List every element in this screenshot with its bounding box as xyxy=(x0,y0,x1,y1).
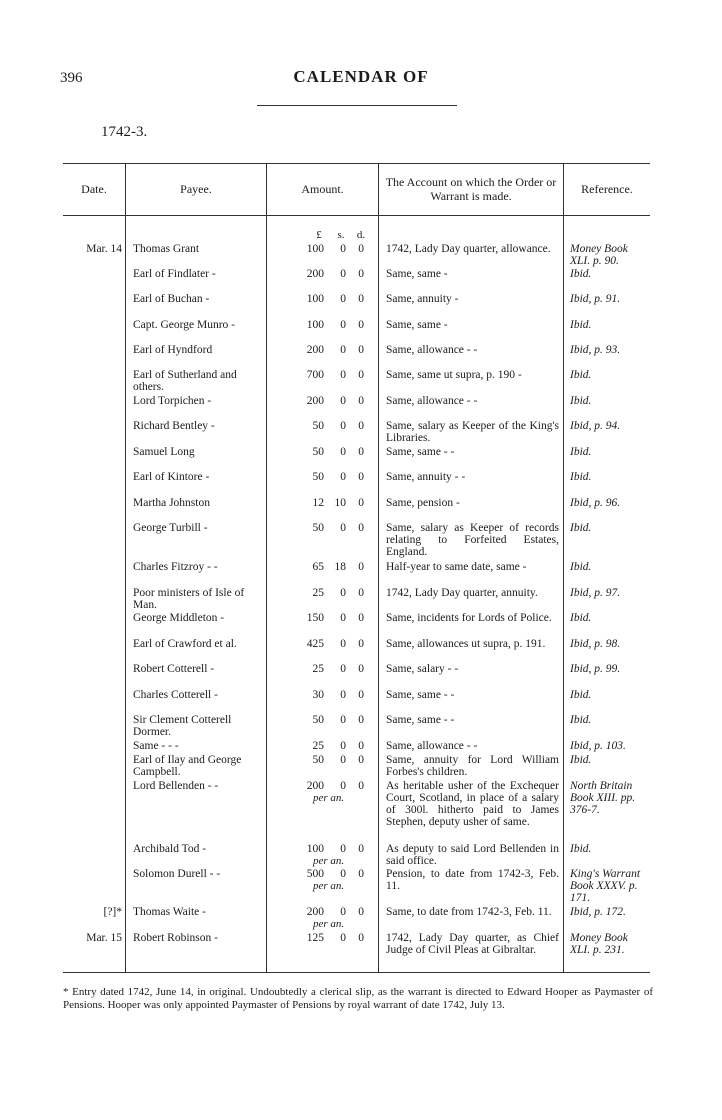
page-number: 396 xyxy=(60,70,83,86)
row-payee: Charles Fitzroy - - xyxy=(133,561,218,573)
table-row xyxy=(63,868,650,904)
row-reference: Money Book XLI. p. 231. xyxy=(570,932,628,956)
row-account: Pension, to date from 1742-3, Feb. 11. xyxy=(386,868,559,892)
shillings-label: s. xyxy=(337,229,345,241)
amount-pounds: 100 xyxy=(306,319,324,331)
footnote: * Entry dated 1742, June 14, in original. Undoubtedly a clerical slip, as the warrant is directed to Edward Hooper as Paymaster of Pensions. Hooper was only appointed Paymaster of Pensions by royal warrant of date 1742, July 13. xyxy=(63,986,653,1011)
row-payee: Solomon Durell - - xyxy=(133,868,221,880)
row-reference: Ibid. xyxy=(570,754,592,766)
amount-shillings: 0 xyxy=(340,587,346,599)
row-account: Same, same - xyxy=(386,319,448,331)
row-payee: Capt. George Munro - xyxy=(133,319,235,331)
pounds-label: £ xyxy=(316,229,322,241)
row-reference: Ibid, p. 96. xyxy=(570,497,621,509)
amount-pence: 0 xyxy=(358,446,364,458)
row-account: Same, allowance - - xyxy=(386,395,478,407)
amount-shillings: 0 xyxy=(340,319,346,331)
row-reference: Ibid. xyxy=(570,446,592,458)
row-date: Mar. 14 xyxy=(86,243,122,255)
amount-pounds: 25 xyxy=(312,587,324,599)
row-account: 1742, Lady Day quarter, allowance. xyxy=(386,243,551,255)
table-row xyxy=(63,369,650,395)
amount-pence: 0 xyxy=(358,497,364,509)
row-reference: Ibid. xyxy=(570,522,592,534)
table-row xyxy=(63,522,650,558)
row-account: As deputy to said Lord Bellenden in said office. xyxy=(386,843,559,867)
row-payee: Robert Robinson - xyxy=(133,932,218,944)
row-account: Same, same - - xyxy=(386,714,455,726)
amount-pounds: 50 xyxy=(312,471,324,483)
running-title: CALENDAR OF xyxy=(293,67,429,86)
table-row xyxy=(63,319,650,345)
row-reference: Ibid, p. 99. xyxy=(570,663,621,675)
row-payee: Earl of Sutherland and others. xyxy=(133,369,237,393)
amount-pounds: 25 xyxy=(312,663,324,675)
amount-pence: 0 xyxy=(358,369,364,381)
amount-shillings: 0 xyxy=(340,293,346,305)
amount-pence: 0 xyxy=(358,906,364,918)
amount-shillings: 0 xyxy=(340,522,346,534)
row-payee: Earl of Kintore - xyxy=(133,471,210,483)
row-reference: Ibid. xyxy=(570,843,592,855)
calendar-table xyxy=(63,163,650,975)
amount-pounds: 700 xyxy=(306,369,324,381)
row-reference: Ibid, p. 98. xyxy=(570,638,621,650)
amount-pence: 0 xyxy=(358,587,364,599)
row-reference: Ibid, p. 91. xyxy=(570,293,621,305)
table-rule-bottom xyxy=(63,972,650,973)
amount-pounds: 50 xyxy=(312,522,324,534)
amount-pence: 0 xyxy=(358,522,364,534)
row-payee: Thomas Waite - xyxy=(133,906,206,918)
amount-shillings: 0 xyxy=(340,369,346,381)
table-row xyxy=(63,497,650,523)
row-payee: Earl of Ilay and George Campbell. xyxy=(133,754,242,778)
table-row xyxy=(63,843,650,869)
column-header-account: The Account on which the Order or Warrant is made. xyxy=(385,175,557,203)
row-reference: Money Book XLI. p. 90. xyxy=(570,243,628,267)
row-account: Same, salary as Keeper of the King's Libraries. xyxy=(386,420,559,444)
table-row xyxy=(63,471,650,497)
row-reference: Ibid. xyxy=(570,561,592,573)
amount-pence: 0 xyxy=(358,243,364,255)
row-account: Same, same - xyxy=(386,268,448,280)
amount-pence: 0 xyxy=(358,868,364,880)
row-account: Same, same - - xyxy=(386,689,455,701)
row-payee: Lord Torpichen - xyxy=(133,395,212,407)
amount-pence: 0 xyxy=(358,344,364,356)
amount-pence: 0 xyxy=(358,420,364,432)
amount-pence: 0 xyxy=(358,689,364,701)
amount-shillings: 0 xyxy=(340,420,346,432)
amount-pence: 0 xyxy=(358,780,364,792)
column-header-payee: Payee. xyxy=(180,182,212,196)
amount-shillings: 0 xyxy=(340,843,346,855)
row-reference: Ibid, p. 172. xyxy=(570,906,626,918)
amount-pence: 0 xyxy=(358,561,364,573)
currency-header xyxy=(63,229,650,241)
amount-pence: 0 xyxy=(358,740,364,752)
row-payee: Martha Johnston xyxy=(133,497,210,509)
row-date: [?]* xyxy=(103,906,122,918)
row-payee: Earl of Buchan - xyxy=(133,293,210,305)
amount-shillings: 0 xyxy=(340,932,346,944)
amount-shillings: 10 xyxy=(334,497,346,509)
row-account: Same, pension - xyxy=(386,497,460,509)
amount-shillings: 0 xyxy=(340,740,346,752)
amount-pence: 0 xyxy=(358,319,364,331)
row-reference: King's Warrant Book XXXV. p. 171. xyxy=(570,868,641,904)
amount-shillings: 0 xyxy=(340,395,346,407)
row-reference: Ibid, p. 103. xyxy=(570,740,626,752)
row-reference: Ibid, p. 93. xyxy=(570,344,621,356)
amount-basis: per an. xyxy=(313,792,345,804)
row-account: Same, annuity - - xyxy=(386,471,466,483)
amount-pounds: 200 xyxy=(306,780,324,792)
row-payee: Poor ministers of Isle of Man. xyxy=(133,587,245,611)
amount-pence: 0 xyxy=(358,293,364,305)
amount-shillings: 0 xyxy=(340,612,346,624)
table-rule-header xyxy=(63,215,650,216)
row-payee: Charles Cotterell - xyxy=(133,689,218,701)
row-account: Same, allowance - - xyxy=(386,740,478,752)
table-row xyxy=(63,446,650,472)
row-account: Same, salary as Keeper of records relating to Forfeited Estates, England. xyxy=(386,522,559,558)
row-payee: George Turbill - xyxy=(133,522,208,534)
row-payee: George Middleton - xyxy=(133,612,225,624)
row-reference: Ibid. xyxy=(570,395,592,407)
amount-pence: 0 xyxy=(358,932,364,944)
row-account: Same, salary - - xyxy=(386,663,459,675)
row-reference: Ibid. xyxy=(570,714,592,726)
amount-shillings: 18 xyxy=(334,561,346,573)
row-account: 1742, Lady Day quarter, as Chief Judge of Civil Pleas at Gibraltar. xyxy=(386,932,559,956)
row-payee: Lord Bellenden - - xyxy=(133,780,219,792)
amount-pounds: 25 xyxy=(312,740,324,752)
amount-pounds: 50 xyxy=(312,754,324,766)
amount-pence: 0 xyxy=(358,843,364,855)
table-row xyxy=(63,268,650,294)
amount-shillings: 0 xyxy=(340,243,346,255)
table-row xyxy=(63,663,650,689)
amount-pence: 0 xyxy=(358,612,364,624)
row-reference: Ibid. xyxy=(570,369,592,381)
row-payee: Same - - - xyxy=(133,740,179,752)
amount-pounds: 200 xyxy=(306,344,324,356)
column-header-reference: Reference. xyxy=(581,182,633,196)
amount-pounds: 150 xyxy=(306,612,324,624)
table-row xyxy=(63,587,650,613)
amount-shillings: 0 xyxy=(340,868,346,880)
amount-shillings: 0 xyxy=(340,638,346,650)
amount-shillings: 0 xyxy=(340,446,346,458)
row-reference: Ibid. xyxy=(570,268,592,280)
amount-pounds: 100 xyxy=(306,843,324,855)
table-row xyxy=(63,906,650,932)
row-payee: Earl of Crawford et al. xyxy=(133,638,237,650)
row-reference: Ibid. xyxy=(570,319,592,331)
row-reference: Ibid, p. 97. xyxy=(570,587,621,599)
amount-basis: per an. xyxy=(313,855,345,867)
row-account: 1742, Lady Day quarter, annuity. xyxy=(386,587,538,599)
row-payee: Robert Cotterell - xyxy=(133,663,215,675)
amount-basis: per an. xyxy=(313,880,345,892)
row-account: As heritable usher of the Exchequer Court, Scotland, in place of a salary of 300l. hitherto paid to James Stephen, deputy usher of same. xyxy=(386,780,559,828)
row-account: Same, allowance - - xyxy=(386,344,478,356)
row-payee: Earl of Findlater - xyxy=(133,268,216,280)
row-reference: Ibid. xyxy=(570,471,592,483)
amount-shillings: 0 xyxy=(340,689,346,701)
table-row xyxy=(63,780,650,828)
amount-pence: 0 xyxy=(358,395,364,407)
amount-pounds: 500 xyxy=(306,868,324,880)
row-account: Same, same - - xyxy=(386,446,455,458)
row-reference: Ibid. xyxy=(570,612,592,624)
amount-pounds: 125 xyxy=(306,932,324,944)
table-row xyxy=(63,395,650,421)
amount-pounds: 100 xyxy=(306,243,324,255)
table-row xyxy=(63,612,650,638)
amount-pence: 0 xyxy=(358,471,364,483)
row-payee: Thomas Grant xyxy=(133,243,200,255)
row-reference: North Britain Book XIII. pp. 376-7. xyxy=(570,780,636,816)
row-payee: Sir Clement Cotterell Dormer. xyxy=(133,714,232,738)
amount-pounds: 12 xyxy=(312,497,324,509)
table-row xyxy=(63,754,650,780)
row-reference: Ibid. xyxy=(570,689,592,701)
table-row xyxy=(63,293,650,319)
table-row xyxy=(63,243,650,269)
amount-pounds: 65 xyxy=(312,561,324,573)
amount-pounds: 50 xyxy=(312,446,324,458)
title-rule xyxy=(257,105,457,106)
row-account: Same, incidents for Lords of Police. xyxy=(386,612,552,624)
amount-pounds: 100 xyxy=(306,293,324,305)
amount-shillings: 0 xyxy=(340,754,346,766)
amount-pence: 0 xyxy=(358,268,364,280)
amount-basis: per an. xyxy=(313,918,345,930)
amount-shillings: 0 xyxy=(340,906,346,918)
amount-shillings: 0 xyxy=(340,780,346,792)
amount-pence: 0 xyxy=(358,663,364,675)
table-row xyxy=(63,689,650,715)
table-body xyxy=(63,243,650,963)
amount-pence: 0 xyxy=(358,714,364,726)
amount-shillings: 0 xyxy=(340,471,346,483)
amount-shillings: 0 xyxy=(340,268,346,280)
amount-shillings: 0 xyxy=(340,663,346,675)
amount-pounds: 50 xyxy=(312,714,324,726)
amount-shillings: 0 xyxy=(340,344,346,356)
amount-pence: 0 xyxy=(358,638,364,650)
row-date: Mar. 15 xyxy=(86,932,122,944)
table-row xyxy=(63,638,650,664)
row-payee: Earl of Hyndford xyxy=(133,344,213,356)
amount-pounds: 200 xyxy=(306,395,324,407)
amount-pounds: 30 xyxy=(312,689,324,701)
row-account: Half-year to same date, same - xyxy=(386,561,527,573)
table-row xyxy=(63,420,650,446)
table-row xyxy=(63,344,650,370)
row-reference: Ibid, p. 94. xyxy=(570,420,621,432)
row-payee: Samuel Long xyxy=(133,446,195,458)
row-account: Same, to date from 1742-3, Feb. 11. xyxy=(386,906,552,918)
row-payee: Richard Bentley - xyxy=(133,420,215,432)
amount-pounds: 200 xyxy=(306,906,324,918)
row-account: Same, annuity for Lord William Forbes's children. xyxy=(386,754,559,778)
table-row xyxy=(63,932,650,958)
table-row xyxy=(63,561,650,587)
amount-pounds: 50 xyxy=(312,420,324,432)
row-account: Same, same ut supra, p. 190 - xyxy=(386,369,522,381)
amount-pence: 0 xyxy=(358,754,364,766)
column-header-date: Date. xyxy=(81,182,107,196)
year-range: 1742-3. xyxy=(101,124,148,140)
amount-shillings: 0 xyxy=(340,714,346,726)
column-header-amount: Amount. xyxy=(301,182,344,196)
pence-label: d. xyxy=(356,229,366,241)
table-row xyxy=(63,714,650,740)
amount-pounds: 200 xyxy=(306,268,324,280)
row-payee: Archibald Tod - xyxy=(133,843,207,855)
row-account: Same, annuity - xyxy=(386,293,459,305)
row-account: Same, allowances ut supra, p. 191. xyxy=(386,638,546,650)
amount-pounds: 425 xyxy=(306,638,324,650)
